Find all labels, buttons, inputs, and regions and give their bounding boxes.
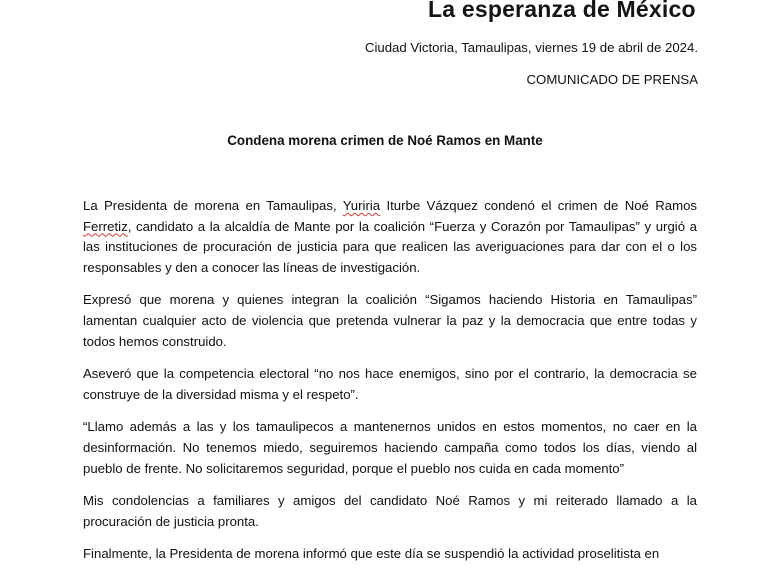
p1-text-before: La Presidenta de morena en Tamaulipas, [83, 198, 343, 213]
date-line: Ciudad Victoria, Tamaulipas, viernes 19 de abril de 2024. [364, 40, 698, 55]
paragraph-6: Finalmente, la Presidenta de morena informó que este día se suspendió la actividad proselitista en [83, 546, 660, 562]
headline: Condena morena crimen de Noé Ramos en Mante [227, 133, 543, 148]
paragraph-5: Mis condolencias a familiares y amigos del candidato Noé Ramos y mi reiterado llamado a la procuración de justicia pronta. [83, 493, 697, 529]
spell-flagged-word: Ferretiz [83, 218, 128, 234]
paragraph-3: Aseveró que la competencia electoral “no nos hace enemigos, sino por el contrario, la democracia se construye de la diversidad misma y el respeto”. [83, 366, 697, 402]
p1-text-after: , candidato a la alcaldía de Mante por la coalición “Fuerza y Corazón por Tamaulipas” y urgió a las instituciones de procuración de justicia para que realicen las averiguaciones para dar con el o los responsables y den a conocer las líneas de investigación. [83, 218, 697, 275]
spell-flagged-word: Yuriria [342, 198, 381, 213]
body-text [83, 196, 697, 577]
paragraph-2: Expresó que morena y quienes integran la coalición “Sigamos haciendo Historia en Tamaulipas” lamentan cualquier acto de violencia que pretenda vulnerar la paz y la democracia que entre todas y todos hemos construido. [83, 292, 697, 349]
paragraph-4: “Llamo además a las y los tamaulipecos a mantenernos unidos en estos momentos, no caer en la desinformación. No tenemos miedo, seguiremos haciendo campaña como todos los días, viendo al pueblo de frente. No solicitaremos seguridad, porque el pueblo nos cuida en cada momento” [83, 419, 697, 476]
document-type: COMUNICADO DE PRENSA [526, 72, 698, 87]
brand-slogan: La esperanza de México [428, 0, 696, 22]
p1-text-middle: Iturbe Vázquez condenó el crimen de Noé Ramos [380, 198, 697, 213]
paragraph-1 [83, 196, 697, 278]
